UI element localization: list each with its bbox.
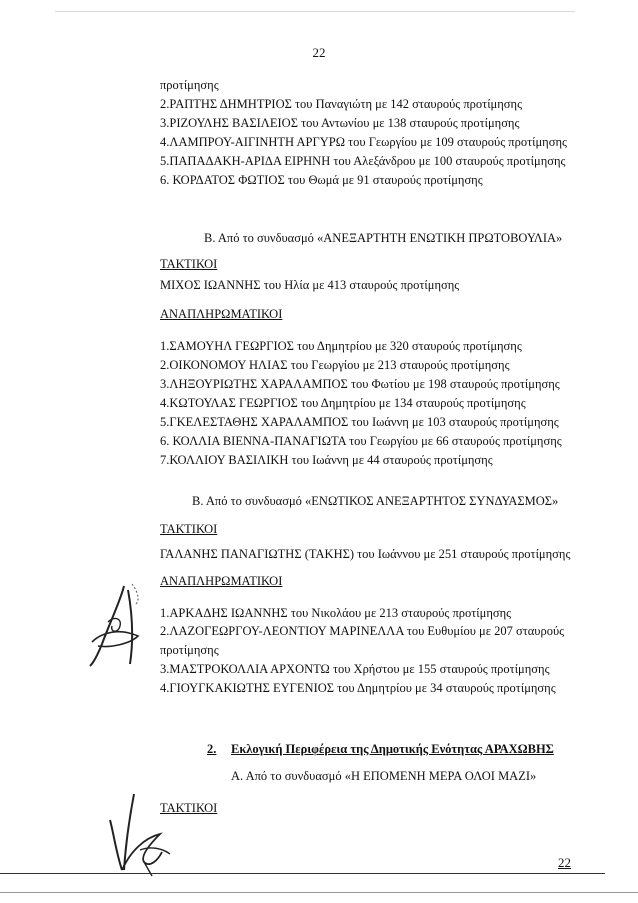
- footer-rule: [0, 873, 605, 874]
- anaplirwmatikoi-label: ΑΝΑΠΛΗΡΩΜΑΤΙΚΟΙ: [160, 574, 283, 588]
- anaplirwmatikoi-label: ΑΝΑΠΛΗΡΩΜΑΤΙΚΟΙ: [160, 307, 283, 321]
- list-item: 2.ΟΙΚΟΝΟΜΟΥ ΗΛΙΑΣ του Γεωργίου με 213 σταυρούς προτίμησης: [160, 358, 510, 372]
- list-item: 4.ΛΑΜΠΡΟΥ-ΑΙΓΙΝΗΤΗ ΑΡΓΥΡΩ του Γεωργίου με 109 σταυρούς προτίμησης: [160, 135, 567, 149]
- taktikoi-label: ΤΑΚΤΙΚΟΙ: [160, 257, 218, 271]
- list-item: 5.ΓΚΕΛΕΣΤΑΘΗΣ ΧΑΡΑΛΑΜΠΟΣ του Ιωάννη με 103 σταυρούς προτίμησης: [160, 415, 559, 429]
- section-heading: Β. Από το συνδυασμό «ΕΝΩΤΙΚΟΣ ΑΝΕΞΑΡΤΗΤΟΣ ΣΥΝΔΥΑΣΜΟΣ»: [192, 494, 559, 508]
- list-item: ΓΑΛΑΝΗΣ ΠΑΝΑΓΙΩΤΗΣ (ΤΑΚΗΣ) του Ιωάννου με 251 σταυρούς προτίμησης: [160, 547, 571, 561]
- list-item: προτίμησης: [160, 643, 219, 657]
- top-rule: [55, 11, 575, 12]
- list-item: 4.ΓΙΟΥΓΚΑΚΙΩΤΗΣ ΕΥΓΕΝΙΟΣ του Δημητρίου με 34 σταυρούς προτίμησης: [160, 681, 556, 695]
- signature-mark-1: [80, 582, 150, 672]
- list-item: ΜΙΧΟΣ ΙΩΑΝΝΗΣ του Ηλία με 413 σταυρούς προτίμησης: [160, 278, 460, 292]
- list-item: 2.ΡΑΠΤΗΣ ΔΗΜΗΤΡΙΟΣ του Παναγιώτη με 142 σταυρούς προτίμησης: [160, 97, 523, 111]
- list-item: 3.ΜΑΣΤΡΟΚΟΛΛΙΑ ΑΡΧΟΝΤΩ του Χρήστου με 155 σταυρούς προτίμησης: [160, 662, 550, 676]
- list-item: προτίμησης: [160, 78, 219, 92]
- signature-mark-2: [100, 790, 180, 880]
- list-item: 7.ΚΟΛΛΙΟΥ ΒΑΣΙΛΙΚΗ του Ιωάννη με 44 σταυρούς προτίμησης: [160, 453, 493, 467]
- list-item: 6. ΚΟΛΛΙΑ ΒΙΕΝΝΑ-ΠΑΝΑΓΙΩΤΑ του Γεωργίου με 66 σταυρούς προτίμησης: [160, 434, 562, 448]
- list-item: 5.ΠΑΠΑΔΑΚΗ-ΑΡΙΔΑ ΕΙΡΗΝΗ του Αλεξάνδρου με 100 σταυρούς προτίμησης: [160, 154, 566, 168]
- list-item: 2.ΛΑΖΟΓΕΩΡΓΟΥ-ΛΕΟΝΤΙΟΥ ΜΑΡΙΝΕΛΛΑ του Ευθυμίου με 207 σταυρούς: [160, 624, 565, 638]
- list-item: 1.ΑΡΚΑΔΗΣ ΙΩΑΝΝΗΣ του Νικολάου με 213 σταυρούς προτίμησης: [160, 606, 512, 620]
- section-title: Εκλογική Περιφέρεια της Δημοτικής Ενότητας ΑΡΑΧΩΒΗΣ: [231, 742, 554, 756]
- list-item: 3.ΡΙΖΟΥΛΗΣ ΒΑΣΙΛΕΙΟΣ του Αντωνίου με 138 σταυρούς προτίμησης: [160, 116, 520, 130]
- list-item: 1.ΣΑΜΟΥΗΛ ΓΕΩΡΓΙΟΣ του Δημητρίου με 320 σταυρούς προτίμησης: [160, 339, 522, 353]
- section-heading: Β. Από το συνδυασμό «ΑΝΕΞΑΡΤΗΤΗ ΕΝΩΤΙΚΗ ΠΡΩΤΟΒΟΥΛΙΑ»: [204, 231, 563, 245]
- section-number-text: 2.: [207, 742, 217, 756]
- taktikoi-label: ΤΑΚΤΙΚΟΙ: [160, 801, 218, 815]
- section-number: [207, 741, 216, 757]
- list-item: 3.ΛΗΞΟΥΡΙΩΤΗΣ ΧΑΡΑΛΑΜΠΟΣ του Φωτίου με 198 σταυρούς προτίμησης: [160, 377, 560, 391]
- page-number: 22: [312, 45, 326, 60]
- section-subheading: Α. Από το συνδυασμό «Η ΕΠΟΜΕΝΗ ΜΕΡΑ ΟΛΟΙ ΜΑΖΙ»: [231, 769, 537, 783]
- footer-page-number: 22: [558, 855, 571, 870]
- list-item: 6. ΚΟΡΔΑΤΟΣ ΦΩΤΙΟΣ του Θωμά με 91 σταυρούς προτίμησης: [160, 173, 483, 187]
- bottom-rule: [0, 892, 638, 893]
- list-item: 4.ΚΩΤΟΥΛΑΣ ΓΕΩΡΓΙΟΣ του Δημητρίου με 134 σταυρούς προτίμησης: [160, 396, 526, 410]
- taktikoi-label: ΤΑΚΤΙΚΟΙ: [160, 522, 218, 536]
